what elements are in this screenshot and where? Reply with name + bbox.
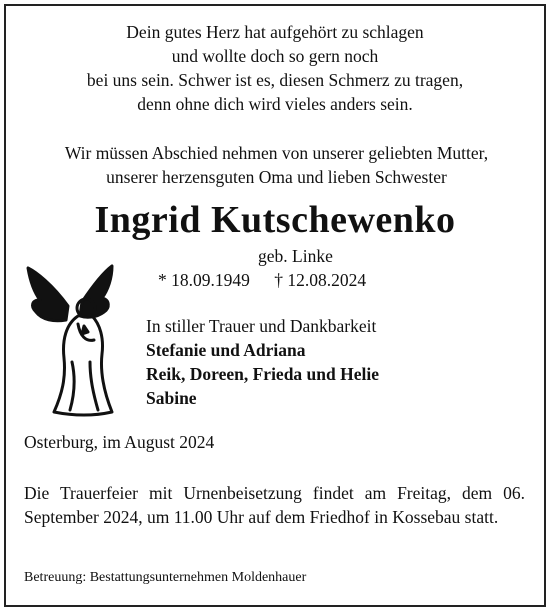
poem: [0, 20, 550, 116]
poem-line: Dein gutes Herz hat aufgehört zu schlagen: [126, 22, 424, 42]
death-date: † 12.08.2024: [274, 270, 367, 290]
birth-date: * 18.09.1949: [158, 270, 250, 290]
place-date: Osterburg, im August 2024: [24, 432, 215, 452]
poem-line: bei uns sein. Schwer ist es, diesen Schmerz zu tragen,: [86, 70, 464, 90]
funeral-home: Betreuung: Bestattungsunternehmen Moldenhauer: [24, 570, 307, 585]
mourner-names: Reik, Doreen, Frieda und Helie: [146, 364, 379, 384]
poem-line: und wollte doch so gern noch: [171, 46, 379, 66]
poem-line: denn ohne dich wird vieles anders sein.: [137, 94, 413, 114]
mourner-names: Stefanie und Adriana: [146, 340, 306, 360]
mourners-intro: In stiller Trauer und Dankbarkeit: [146, 316, 377, 336]
farewell-intro: [24, 141, 529, 189]
angel-icon: [24, 262, 130, 420]
life-dates: [158, 268, 366, 292]
funeral-info: Die Trauerfeier mit Urnenbeisetzung findet am Freitag, dem 06. September 2024, um 11.00 Uhr auf dem Friedhof in Kossebau statt.: [24, 483, 525, 527]
intro-line: Wir müssen Abschied nehmen von unserer geliebten Mutter,: [64, 143, 489, 163]
birth-name: geb. Linke: [258, 246, 333, 266]
mourners-block: [146, 314, 379, 410]
intro-line: unserer herzensguten Oma und lieben Schwester: [106, 167, 447, 187]
mourner-names: Sabine: [146, 388, 197, 408]
deceased-name: Ingrid Kutschewenko: [94, 199, 456, 241]
